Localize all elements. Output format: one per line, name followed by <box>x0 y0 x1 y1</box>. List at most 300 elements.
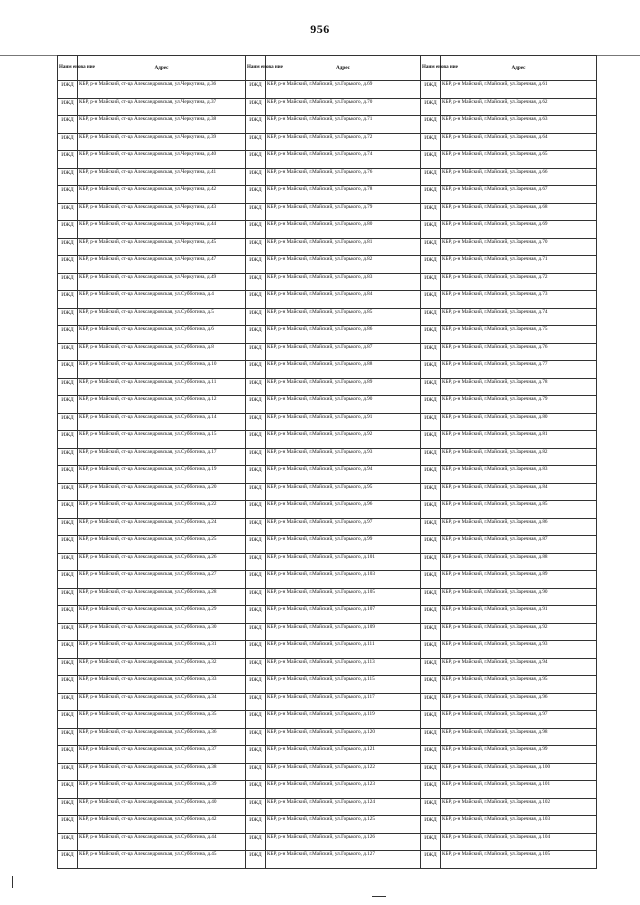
address-cell: КБР, р-н Майский, ст-ца Александровская, ул.Субботина, д.34 <box>78 693 246 711</box>
object-type-cell: ИЖД <box>246 746 266 764</box>
object-type-cell: ИЖД <box>421 133 441 151</box>
address-cell: КБР, р-н Майский, г.Майский, ул.Горького, д.117 <box>266 693 421 711</box>
table-body <box>58 81 597 869</box>
address-cell: КБР, р-н Майский, г.Майский, ул.Горького, д.103 <box>266 571 421 589</box>
object-type-cell: ИЖД <box>246 798 266 816</box>
object-type-cell: ИЖД <box>246 308 266 326</box>
address-cell: КБР, р-н Майский, ст-ца Александровская, ул.Субботина, д.44 <box>78 833 246 851</box>
address-cell: КБР, р-н Майский, ст-ца Александровская, ул.Субботина, д.30 <box>78 623 246 641</box>
object-type-cell: ИЖД <box>421 501 441 519</box>
address-cell: КБР, р-н Майский, ст-ца Александровская, ул.Черкутина, д.43 <box>78 203 246 221</box>
address-cell: КБР, р-н Майский, г.Майский, ул.Заречная, д.71 <box>441 256 597 274</box>
object-type-cell: ИЖД <box>58 378 78 396</box>
address-cell: КБР, р-н Майский, ст-ца Александровская, ул.Субботина, д.8 <box>78 343 246 361</box>
address-cell: КБР, р-н Майский, г.Майский, ул.Горького, д.115 <box>266 676 421 694</box>
object-type-cell: ИЖД <box>421 781 441 799</box>
object-type-cell: ИЖД <box>58 466 78 484</box>
table-row <box>58 693 597 711</box>
object-type-cell: ИЖД <box>58 273 78 291</box>
object-type-cell: ИЖД <box>421 588 441 606</box>
address-cell: КБР, р-н Майский, г.Майский, ул.Горького, д.109 <box>266 623 421 641</box>
address-cell: КБР, р-н Майский, г.Майский, ул.Горького, д.79 <box>266 203 421 221</box>
address-cell: КБР, р-н Майский, г.Майский, ул.Заречная, д.80 <box>441 413 597 431</box>
address-cell: КБР, р-н Майский, г.Майский, ул.Заречная, д.81 <box>441 431 597 449</box>
address-cell: КБР, р-н Майский, г.Майский, ул.Горького, д.107 <box>266 606 421 624</box>
address-cell: КБР, р-н Майский, ст-ца Александровская, ул.Субботина, д.12 <box>78 396 246 414</box>
object-type-cell: ИЖД <box>58 413 78 431</box>
address-cell: КБР, р-н Майский, ст-ца Александровская, ул.Субботина, д.42 <box>78 816 246 834</box>
page-number: 956 <box>310 22 330 36</box>
address-cell: КБР, р-н Майский, г.Майский, ул.Горького, д.120 <box>266 728 421 746</box>
header-address-2: Адрес <box>266 56 421 81</box>
address-cell: КБР, р-н Майский, ст-ца Александровская, ул.Черкутина, д.37 <box>78 98 246 116</box>
object-type-cell: ИЖД <box>58 448 78 466</box>
table-row <box>58 571 597 589</box>
address-cell: КБР, р-н Майский, г.Майский, ул.Горького, д.76 <box>266 168 421 186</box>
object-type-cell: ИЖД <box>58 641 78 659</box>
address-cell: КБР, р-н Майский, г.Майский, ул.Заречная, д.99 <box>441 746 597 764</box>
object-type-cell: ИЖД <box>246 553 266 571</box>
object-type-cell: ИЖД <box>246 361 266 379</box>
address-cell: КБР, р-н Майский, г.Майский, ул.Горького, д.126 <box>266 833 421 851</box>
address-cell: КБР, р-н Майский, г.Майский, ул.Заречная, д.73 <box>441 291 597 309</box>
object-type-cell: ИЖД <box>421 308 441 326</box>
object-type-cell: ИЖД <box>58 343 78 361</box>
table-row <box>58 413 597 431</box>
object-type-cell: ИЖД <box>58 81 78 99</box>
address-cell: КБР, р-н Майский, ст-ца Александровская, ул.Субботина, д.10 <box>78 361 246 379</box>
object-type-cell: ИЖД <box>246 641 266 659</box>
object-type-cell: ИЖД <box>246 413 266 431</box>
object-type-cell: ИЖД <box>246 378 266 396</box>
table-row <box>58 781 597 799</box>
address-cell: КБР, р-н Майский, г.Майский, ул.Горького, д.95 <box>266 483 421 501</box>
object-type-cell: ИЖД <box>58 606 78 624</box>
address-cell: КБР, р-н Майский, г.Майский, ул.Горького, д.87 <box>266 343 421 361</box>
address-cell: КБР, р-н Майский, г.Майский, ул.Горького, д.113 <box>266 658 421 676</box>
table-row <box>58 326 597 344</box>
address-cell: КБР, р-н Майский, г.Майский, ул.Горького, д.84 <box>266 291 421 309</box>
address-cell: КБР, р-н Майский, ст-ца Александровская, ул.Субботина, д.38 <box>78 763 246 781</box>
object-type-cell: ИЖД <box>421 326 441 344</box>
object-type-cell: ИЖД <box>421 291 441 309</box>
address-cell: КБР, р-н Майский, г.Майский, ул.Горького, д.123 <box>266 781 421 799</box>
table-row <box>58 833 597 851</box>
table-row <box>58 798 597 816</box>
table-row <box>58 361 597 379</box>
address-cell: КБР, р-н Майский, г.Майский, ул.Заречная, д.87 <box>441 536 597 554</box>
table-row <box>58 851 597 869</box>
address-cell: КБР, р-н Майский, ст-ца Александровская, ул.Субботина, д.29 <box>78 606 246 624</box>
address-cell: КБР, р-н Майский, г.Майский, ул.Заречная, д.79 <box>441 396 597 414</box>
object-type-cell: ИЖД <box>58 116 78 134</box>
object-type-cell: ИЖД <box>58 326 78 344</box>
object-type-cell: ИЖД <box>58 396 78 414</box>
object-type-cell: ИЖД <box>421 571 441 589</box>
address-cell: КБР, р-н Майский, ст-ца Александровская, ул.Черкутина, д.41 <box>78 168 246 186</box>
table-row <box>58 203 597 221</box>
object-type-cell: ИЖД <box>58 693 78 711</box>
object-type-cell: ИЖД <box>421 676 441 694</box>
footer-mark <box>372 896 386 897</box>
object-type-cell: ИЖД <box>58 571 78 589</box>
left-margin-rule <box>0 55 57 56</box>
object-type-cell: ИЖД <box>246 168 266 186</box>
address-cell: КБР, р-н Майский, г.Майский, ул.Заречная, д.82 <box>441 448 597 466</box>
object-type-cell: ИЖД <box>246 203 266 221</box>
object-type-cell: ИЖД <box>58 658 78 676</box>
object-type-cell: ИЖД <box>246 466 266 484</box>
table-row <box>58 431 597 449</box>
table-row <box>58 168 597 186</box>
address-cell: КБР, р-н Майский, г.Майский, ул.Заречная, д.72 <box>441 273 597 291</box>
address-cell: КБР, р-н Майский, г.Майский, ул.Горького, д.122 <box>266 763 421 781</box>
address-cell: КБР, р-н Майский, ст-ца Александровская, ул.Субботина, д.45 <box>78 851 246 869</box>
address-cell: КБР, р-н Майский, ст-ца Александровская, ул.Субботина, д.15 <box>78 431 246 449</box>
object-type-cell: ИЖД <box>246 606 266 624</box>
object-type-cell: ИЖД <box>421 658 441 676</box>
object-type-cell: ИЖД <box>246 81 266 99</box>
address-table <box>57 55 597 869</box>
object-type-cell: ИЖД <box>421 763 441 781</box>
address-cell: КБР, р-н Майский, г.Майский, ул.Заречная, д.89 <box>441 571 597 589</box>
object-type-cell: ИЖД <box>58 238 78 256</box>
table-row <box>58 641 597 659</box>
object-type-cell: ИЖД <box>421 553 441 571</box>
object-type-cell: ИЖД <box>246 781 266 799</box>
address-cell: КБР, р-н Майский, г.Майский, ул.Заречная, д.67 <box>441 186 597 204</box>
table-row <box>58 273 597 291</box>
address-cell: КБР, р-н Майский, г.Майский, ул.Заречная, д.95 <box>441 676 597 694</box>
address-cell: КБР, р-н Майский, г.Майский, ул.Заречная, д.105 <box>441 851 597 869</box>
object-type-cell: ИЖД <box>421 168 441 186</box>
object-type-cell: ИЖД <box>421 203 441 221</box>
address-cell: КБР, р-н Майский, ст-ца Александровская, ул.Черкутина, д.42 <box>78 186 246 204</box>
object-type-cell: ИЖД <box>421 431 441 449</box>
table-row <box>58 396 597 414</box>
address-cell: КБР, р-н Майский, г.Майский, ул.Горького, д.69 <box>266 81 421 99</box>
object-type-cell: ИЖД <box>246 116 266 134</box>
address-cell: КБР, р-н Майский, ст-ца Александровская, ул.Черкутина, д.38 <box>78 116 246 134</box>
object-type-cell: ИЖД <box>246 151 266 169</box>
address-cell: КБР, р-н Майский, ст-ца Александровская, ул.Черкутина, д.47 <box>78 256 246 274</box>
table-row <box>58 711 597 729</box>
table-row <box>58 116 597 134</box>
address-cell: КБР, р-н Майский, г.Майский, ул.Заречная, д.94 <box>441 658 597 676</box>
table-row <box>58 518 597 536</box>
address-cell: КБР, р-н Майский, г.Майский, ул.Горького, д.97 <box>266 518 421 536</box>
address-cell: КБР, р-н Майский, г.Майский, ул.Заречная, д.86 <box>441 518 597 536</box>
address-cell: КБР, р-н Майский, г.Майский, ул.Заречная, д.101 <box>441 781 597 799</box>
address-cell: КБР, р-н Майский, г.Майский, ул.Заречная, д.98 <box>441 728 597 746</box>
address-cell: КБР, р-н Майский, ст-ца Александровская, ул.Субботина, д.28 <box>78 588 246 606</box>
table-row <box>58 133 597 151</box>
object-type-cell: ИЖД <box>246 256 266 274</box>
address-cell: КБР, р-н Майский, г.Майский, ул.Заречная, д.90 <box>441 588 597 606</box>
address-cell: КБР, р-н Майский, г.Майский, ул.Заречная, д.100 <box>441 763 597 781</box>
header-row <box>58 56 597 81</box>
address-cell: КБР, р-н Майский, г.Майский, ул.Горького, д.99 <box>266 536 421 554</box>
address-cell: КБР, р-н Майский, ст-ца Александровская, ул.Субботина, д.40 <box>78 798 246 816</box>
table-row <box>58 466 597 484</box>
object-type-cell: ИЖД <box>246 483 266 501</box>
address-cell: КБР, р-н Майский, г.Майский, ул.Заречная, д.104 <box>441 833 597 851</box>
address-cell: КБР, р-н Майский, г.Майский, ул.Заречная, д.97 <box>441 711 597 729</box>
address-cell: КБР, р-н Майский, ст-ца Александровская, ул.Субботина, д.33 <box>78 676 246 694</box>
object-type-cell: ИЖД <box>58 588 78 606</box>
object-type-cell: ИЖД <box>421 413 441 431</box>
address-cell: КБР, р-н Майский, г.Майский, ул.Заречная, д.93 <box>441 641 597 659</box>
address-cell: КБР, р-н Майский, г.Майский, ул.Горького, д.88 <box>266 361 421 379</box>
object-type-cell: ИЖД <box>421 396 441 414</box>
object-type-cell: ИЖД <box>58 536 78 554</box>
table-row <box>58 676 597 694</box>
address-cell: КБР, р-н Майский, ст-ца Александровская, ул.Субботина, д.11 <box>78 378 246 396</box>
object-type-cell: ИЖД <box>246 326 266 344</box>
object-type-cell: ИЖД <box>421 343 441 361</box>
table-row <box>58 501 597 519</box>
header-address-1: Адрес <box>78 56 246 81</box>
address-cell: КБР, р-н Майский, ст-ца Александровская, ул.Черкутина, д.49 <box>78 273 246 291</box>
object-type-cell: ИЖД <box>246 851 266 869</box>
object-type-cell: ИЖД <box>246 711 266 729</box>
object-type-cell: ИЖД <box>58 483 78 501</box>
object-type-cell: ИЖД <box>421 448 441 466</box>
object-type-cell: ИЖД <box>246 98 266 116</box>
address-cell: КБР, р-н Майский, г.Майский, ул.Заречная, д.78 <box>441 378 597 396</box>
object-type-cell: ИЖД <box>58 431 78 449</box>
object-type-cell: ИЖД <box>421 728 441 746</box>
address-cell: КБР, р-н Майский, ст-ца Александровская, ул.Субботина, д.39 <box>78 781 246 799</box>
address-table-wrapper <box>57 55 577 869</box>
object-type-cell: ИЖД <box>58 168 78 186</box>
object-type-cell: ИЖД <box>58 151 78 169</box>
object-type-cell: ИЖД <box>58 728 78 746</box>
address-cell: КБР, р-н Майский, г.Майский, ул.Заречная, д.75 <box>441 326 597 344</box>
object-type-cell: ИЖД <box>58 816 78 834</box>
object-type-cell: ИЖД <box>58 291 78 309</box>
object-type-cell: ИЖД <box>246 816 266 834</box>
address-cell: КБР, р-н Майский, г.Майский, ул.Заречная, д.69 <box>441 221 597 239</box>
address-cell: КБР, р-н Майский, ст-ца Александровская, ул.Черкутина, д.40 <box>78 151 246 169</box>
object-type-cell: ИЖД <box>246 396 266 414</box>
address-cell: КБР, р-н Майский, г.Майский, ул.Заречная, д.92 <box>441 623 597 641</box>
object-type-cell: ИЖД <box>246 343 266 361</box>
address-cell: КБР, р-н Майский, г.Майский, ул.Заречная, д.74 <box>441 308 597 326</box>
address-cell: КБР, р-н Майский, ст-ца Александровская, ул.Субботина, д.35 <box>78 711 246 729</box>
object-type-cell: ИЖД <box>421 711 441 729</box>
address-cell: КБР, р-н Майский, г.Майский, ул.Горького, д.70 <box>266 98 421 116</box>
address-cell: КБР, р-н Майский, г.Майский, ул.Горького, д.93 <box>266 448 421 466</box>
address-cell: КБР, р-н Майский, г.Майский, ул.Заречная, д.65 <box>441 151 597 169</box>
address-cell: КБР, р-н Майский, г.Майский, ул.Заречная, д.88 <box>441 553 597 571</box>
address-cell: КБР, р-н Майский, г.Майский, ул.Горького, д.92 <box>266 431 421 449</box>
object-type-cell: ИЖД <box>246 728 266 746</box>
address-cell: КБР, р-н Майский, ст-ца Александровская, ул.Субботина, д.5 <box>78 308 246 326</box>
object-type-cell: ИЖД <box>58 676 78 694</box>
object-type-cell: ИЖД <box>58 851 78 869</box>
object-type-cell: ИЖД <box>421 536 441 554</box>
object-type-cell: ИЖД <box>421 518 441 536</box>
object-type-cell: ИЖД <box>246 221 266 239</box>
object-type-cell: ИЖД <box>421 693 441 711</box>
address-cell: КБР, р-н Майский, ст-ца Александровская, ул.Субботина, д.25 <box>78 536 246 554</box>
object-type-cell: ИЖД <box>58 186 78 204</box>
object-type-cell: ИЖД <box>421 606 441 624</box>
address-cell: КБР, р-н Майский, г.Майский, ул.Горького, д.83 <box>266 273 421 291</box>
object-type-cell: ИЖД <box>421 816 441 834</box>
address-cell: КБР, р-н Майский, г.Майский, ул.Заречная, д.102 <box>441 798 597 816</box>
address-cell: КБР, р-н Майский, г.Майский, ул.Заречная, д.83 <box>441 466 597 484</box>
header-address-3: Адрес <box>441 56 597 81</box>
object-type-cell: ИЖД <box>421 81 441 99</box>
object-type-cell: ИЖД <box>421 221 441 239</box>
object-type-cell: ИЖД <box>58 746 78 764</box>
table-row <box>58 728 597 746</box>
table-row <box>58 553 597 571</box>
address-cell: КБР, р-н Майский, ст-ца Александровская, ул.Субботина, д.19 <box>78 466 246 484</box>
address-cell: КБР, р-н Майский, ст-ца Александровская, ул.Субботина, д.26 <box>78 553 246 571</box>
address-cell: КБР, р-н Майский, г.Майский, ул.Заречная, д.63 <box>441 116 597 134</box>
table-row <box>58 308 597 326</box>
address-cell: КБР, р-н Майский, г.Майский, ул.Горького, д.125 <box>266 816 421 834</box>
table-row <box>58 763 597 781</box>
object-type-cell: ИЖД <box>421 833 441 851</box>
object-type-cell: ИЖД <box>246 588 266 606</box>
address-cell: КБР, р-н Майский, ст-ца Александровская, ул.Субботина, д.22 <box>78 501 246 519</box>
address-cell: КБР, р-н Майский, ст-ца Александровская, ул.Субботина, д.14 <box>78 413 246 431</box>
address-cell: КБР, р-н Майский, ст-ца Александровская, ул.Субботина, д.31 <box>78 641 246 659</box>
object-type-cell: ИЖД <box>246 676 266 694</box>
margin-mark <box>12 876 13 888</box>
table-row <box>58 606 597 624</box>
object-type-cell: ИЖД <box>246 273 266 291</box>
address-cell: КБР, р-н Майский, г.Майский, ул.Горького, д.80 <box>266 221 421 239</box>
address-cell: КБР, р-н Майский, г.Майский, ул.Горького, д.78 <box>266 186 421 204</box>
object-type-cell: ИЖД <box>421 98 441 116</box>
address-cell: КБР, р-н Майский, г.Майский, ул.Горького, д.127 <box>266 851 421 869</box>
object-type-cell: ИЖД <box>58 553 78 571</box>
object-type-cell: ИЖД <box>421 851 441 869</box>
address-cell: КБР, р-н Майский, г.Майский, ул.Горького, д.71 <box>266 116 421 134</box>
address-cell: КБР, р-н Майский, г.Майский, ул.Горького, д.111 <box>266 641 421 659</box>
object-type-cell: ИЖД <box>246 448 266 466</box>
object-type-cell: ИЖД <box>58 501 78 519</box>
address-cell: КБР, р-н Майский, ст-ца Александровская, ул.Субботина, д.20 <box>78 483 246 501</box>
table-row <box>58 343 597 361</box>
address-cell: КБР, р-н Майский, г.Майский, ул.Горького, д.85 <box>266 308 421 326</box>
address-cell: КБР, р-н Майский, г.Майский, ул.Горького, д.91 <box>266 413 421 431</box>
object-type-cell: ИЖД <box>58 763 78 781</box>
object-type-cell: ИЖД <box>58 308 78 326</box>
header-type-2: Наим енова ние <box>246 56 266 81</box>
object-type-cell: ИЖД <box>58 133 78 151</box>
table-row <box>58 98 597 116</box>
object-type-cell: ИЖД <box>58 361 78 379</box>
address-cell: КБР, р-н Майский, ст-ца Александровская, ул.Черкутина, д.45 <box>78 238 246 256</box>
address-cell: КБР, р-н Майский, г.Майский, ул.Заречная, д.66 <box>441 168 597 186</box>
table-row <box>58 623 597 641</box>
object-type-cell: ИЖД <box>421 466 441 484</box>
table-row <box>58 256 597 274</box>
table-row <box>58 221 597 239</box>
address-cell: КБР, р-н Майский, г.Майский, ул.Горького, д.105 <box>266 588 421 606</box>
table-row <box>58 448 597 466</box>
address-cell: КБР, р-н Майский, г.Майский, ул.Заречная, д.64 <box>441 133 597 151</box>
object-type-cell: ИЖД <box>58 623 78 641</box>
table-row <box>58 81 597 99</box>
object-type-cell: ИЖД <box>246 133 266 151</box>
address-cell: КБР, р-н Майский, г.Майский, ул.Заречная, д.68 <box>441 203 597 221</box>
object-type-cell: ИЖД <box>58 221 78 239</box>
address-cell: КБР, р-н Майский, г.Майский, ул.Горького, д.82 <box>266 256 421 274</box>
address-cell: КБР, р-н Майский, г.Майский, ул.Заречная, д.61 <box>441 81 597 99</box>
address-cell: КБР, р-н Майский, г.Майский, ул.Горького, д.101 <box>266 553 421 571</box>
object-type-cell: ИЖД <box>58 781 78 799</box>
object-type-cell: ИЖД <box>421 238 441 256</box>
object-type-cell: ИЖД <box>421 256 441 274</box>
object-type-cell: ИЖД <box>58 798 78 816</box>
table-row <box>58 291 597 309</box>
table-row <box>58 186 597 204</box>
address-cell: КБР, р-н Майский, ст-ца Александровская, ул.Субботина, д.17 <box>78 448 246 466</box>
table-row <box>58 816 597 834</box>
address-cell: КБР, р-н Майский, г.Майский, ул.Горького, д.90 <box>266 396 421 414</box>
table-row <box>58 588 597 606</box>
object-type-cell: ИЖД <box>246 536 266 554</box>
object-type-cell: ИЖД <box>246 518 266 536</box>
object-type-cell: ИЖД <box>58 203 78 221</box>
object-type-cell: ИЖД <box>58 518 78 536</box>
object-type-cell: ИЖД <box>421 151 441 169</box>
object-type-cell: ИЖД <box>58 98 78 116</box>
header-type-3: Наим енова ние <box>421 56 441 81</box>
address-cell: КБР, р-н Майский, г.Майский, ул.Заречная, д.77 <box>441 361 597 379</box>
table-row <box>58 238 597 256</box>
table-row <box>58 483 597 501</box>
table-row <box>58 536 597 554</box>
address-cell: КБР, р-н Майский, г.Майский, ул.Горького, д.89 <box>266 378 421 396</box>
table-row <box>58 378 597 396</box>
object-type-cell: ИЖД <box>421 483 441 501</box>
address-cell: КБР, р-н Майский, ст-ца Александровская, ул.Субботина, д.36 <box>78 728 246 746</box>
object-type-cell: ИЖД <box>246 501 266 519</box>
address-cell: КБР, р-н Майский, ст-ца Александровская, ул.Черкутина, д.36 <box>78 81 246 99</box>
object-type-cell: ИЖД <box>246 833 266 851</box>
address-cell: КБР, р-н Майский, г.Майский, ул.Заречная, д.85 <box>441 501 597 519</box>
address-cell: КБР, р-н Майский, ст-ца Александровская, ул.Субботина, д.24 <box>78 518 246 536</box>
object-type-cell: ИЖД <box>58 711 78 729</box>
object-type-cell: ИЖД <box>246 238 266 256</box>
address-cell: КБР, р-н Майский, г.Майский, ул.Заречная, д.84 <box>441 483 597 501</box>
address-cell: КБР, р-н Майский, ст-ца Александровская, ул.Черкутина, д.39 <box>78 133 246 151</box>
address-cell: КБР, р-н Майский, г.Майский, ул.Горького, д.94 <box>266 466 421 484</box>
object-type-cell: ИЖД <box>58 256 78 274</box>
object-type-cell: ИЖД <box>421 116 441 134</box>
object-type-cell: ИЖД <box>246 763 266 781</box>
table-row <box>58 658 597 676</box>
object-type-cell: ИЖД <box>246 693 266 711</box>
address-cell: КБР, р-н Майский, г.Майский, ул.Заречная, д.91 <box>441 606 597 624</box>
address-cell: КБР, р-н Майский, г.Майский, ул.Горького, д.121 <box>266 746 421 764</box>
address-cell: КБР, р-н Майский, г.Майский, ул.Горького, д.124 <box>266 798 421 816</box>
table-row <box>58 151 597 169</box>
address-cell: КБР, р-н Майский, г.Майский, ул.Горького, д.74 <box>266 151 421 169</box>
address-cell: КБР, р-н Майский, г.Майский, ул.Заречная, д.62 <box>441 98 597 116</box>
object-type-cell: ИЖД <box>421 361 441 379</box>
address-cell: КБР, р-н Майский, г.Майский, ул.Заречная, д.103 <box>441 816 597 834</box>
address-cell: КБР, р-н Майский, ст-ца Александровская, ул.Субботина, д.4 <box>78 291 246 309</box>
